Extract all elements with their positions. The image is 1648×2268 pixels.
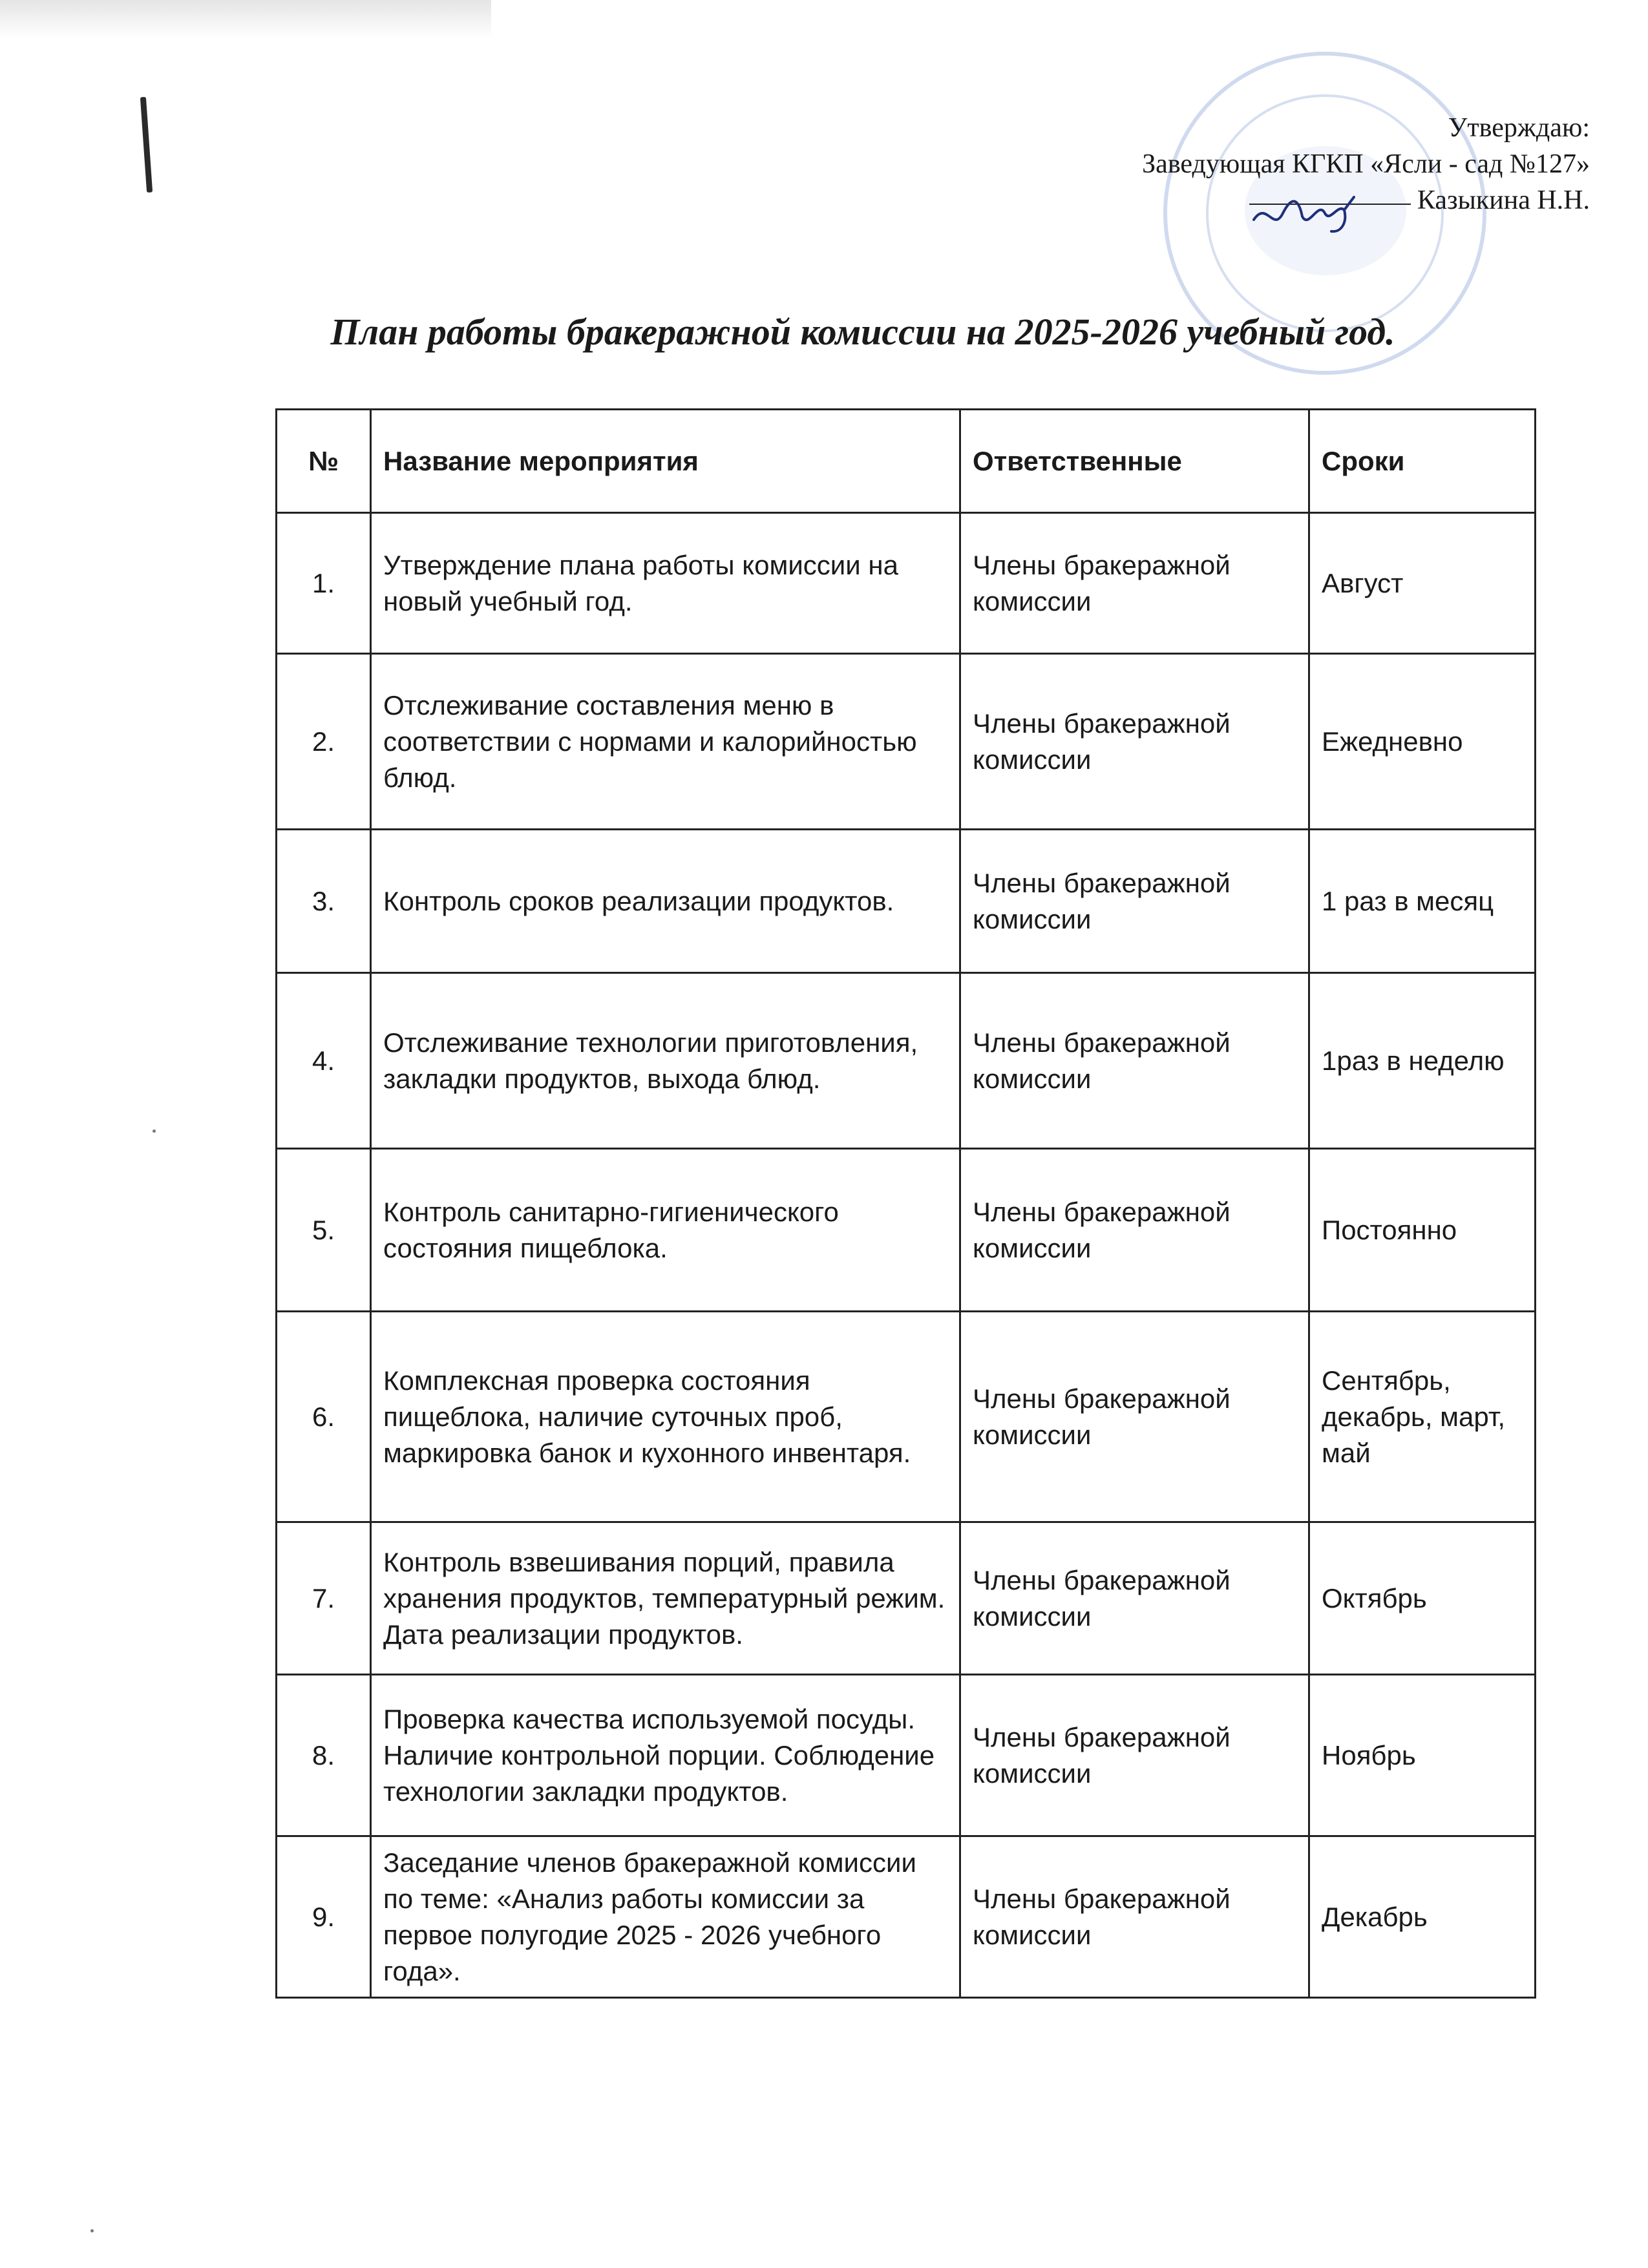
header-event-name: Название мероприятия [371,410,960,513]
table-row [277,1836,1536,1998]
row-responsible: Члены бракеражной комиссии [960,1675,1309,1836]
header-number: № [277,410,371,513]
row-number: 9. [277,1836,371,1998]
row-number: 4. [277,973,371,1149]
plan-table [275,408,1536,1999]
document-title: План работы бракеражной комиссии на 2025-2026 учебный год. [330,311,1395,353]
row-number: 5. [277,1149,371,1312]
scan-mark [140,97,153,193]
approval-label: Утверждаю: [1448,113,1590,143]
row-number: 2. [277,654,371,830]
table-row [277,1149,1536,1312]
row-deadline: Ежедневно [1309,654,1536,830]
row-event-name: Отслеживание технологии приготовления, закладки продуктов, выхода блюд. [371,973,960,1149]
row-deadline: 1раз в неделю [1309,973,1536,1149]
table-header-row [277,410,1536,513]
table-row [277,1522,1536,1675]
row-deadline: Постоянно [1309,1149,1536,1312]
row-responsible: Члены бракеражной комиссии [960,1149,1309,1312]
scan-dot [90,2229,94,2232]
row-responsible: Члены бракеражной комиссии [960,973,1309,1149]
row-deadline: 1 раз в месяц [1309,830,1536,973]
row-event-name: Комплексная проверка состояния пищеблока, наличие суточных проб, маркировка банок и кухонного инвентаря. [371,1312,960,1522]
row-event-name: Контроль санитарно-гигиенического состояния пищеблока. [371,1149,960,1312]
table-row [277,973,1536,1149]
row-event-name: Контроль взвешивания порций, правила хранения продуктов, температурный режим. Дата реализации продуктов. [371,1522,960,1675]
header-deadline: Сроки [1309,410,1536,513]
approver-name: Казыкина Н.Н. [1417,185,1590,215]
row-event-name: Утверждение плана работы комиссии на новый учебный год. [371,513,960,654]
row-number: 3. [277,830,371,973]
row-responsible: Члены бракеражной комиссии [960,1836,1309,1998]
row-deadline: Декабрь [1309,1836,1536,1998]
row-responsible: Члены бракеражной комиссии [960,1312,1309,1522]
row-deadline: Сентябрь, декабрь, март, май [1309,1312,1536,1522]
row-number: 6. [277,1312,371,1522]
row-responsible: Члены бракеражной комиссии [960,1522,1309,1675]
row-event-name: Отслеживание составления меню в соответствии с нормами и калорийностью блюд. [371,654,960,830]
row-deadline: Октябрь [1309,1522,1536,1675]
row-responsible: Члены бракеражной комиссии [960,513,1309,654]
row-number: 8. [277,1675,371,1836]
scan-dot [153,1129,156,1133]
row-deadline: Ноябрь [1309,1675,1536,1836]
approval-position: Заведующая КГКП «Ясли - сад №127» [1142,149,1590,179]
table-row [277,1312,1536,1522]
table-row [277,830,1536,973]
table-row [277,513,1536,654]
approval-block [1142,110,1590,218]
row-event-name: Заседание членов бракеражной комиссии по теме: «Анализ работы комиссии за первое полугодие 2025 - 2026 учебного года». [371,1836,960,1998]
row-responsible: Члены бракеражной комиссии [960,654,1309,830]
approval-signature-line [1142,182,1590,218]
scan-edge-shadow [0,0,491,39]
row-responsible: Члены бракеражной комиссии [960,830,1309,973]
header-responsible: Ответственные [960,410,1309,513]
row-event-name: Проверка качества используемой посуды. Наличие контрольной порции. Соблюдение технологии закладки продуктов. [371,1675,960,1836]
handwritten-signature [1247,187,1364,239]
row-number: 1. [277,513,371,654]
row-deadline: Август [1309,513,1536,654]
table-row [277,654,1536,830]
row-number: 7. [277,1522,371,1675]
row-event-name: Контроль сроков реализации продуктов. [371,830,960,973]
table-row [277,1675,1536,1836]
